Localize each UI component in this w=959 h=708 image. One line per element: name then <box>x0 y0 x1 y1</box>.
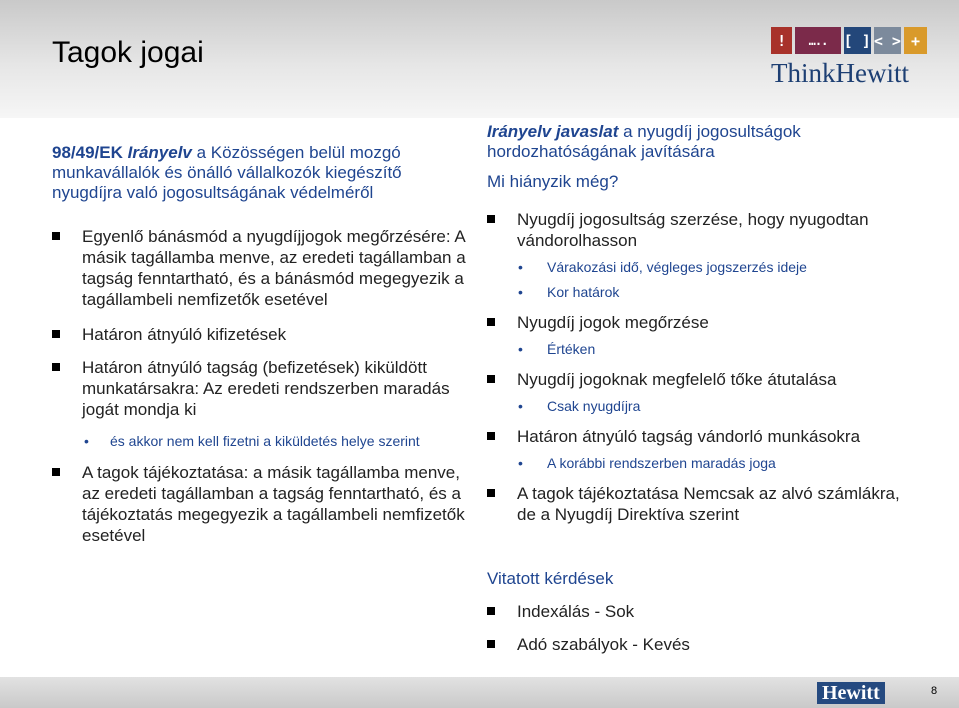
directive-number: 98/49/EK <box>52 143 123 162</box>
slide-title: Tagok jogai <box>52 36 204 69</box>
right-bullet: Nyugdíj jogok megőrzése <box>487 312 907 333</box>
right-lead <box>487 122 907 162</box>
right-bullet: Határon átnyúló tagság vándorló munkásokra <box>487 426 907 447</box>
left-sub-bullet: • és akkor nem kell fizetni a kiküldetés helye szerint <box>52 432 472 450</box>
hewitt-logo: Hewitt <box>817 682 885 704</box>
left-bullet: Határon átnyúló kifizetések <box>52 324 472 345</box>
proposal-title: a nyugdíj jogosultságok hordozhatóságának javítására <box>487 122 801 161</box>
disputed-heading: Vitatott kérdések <box>487 569 614 588</box>
right-bullet: Nyugdíj jogoknak megfelelő tőke átutalása <box>487 369 907 390</box>
right-sub-bullet: • Csak nyugdíjra <box>487 397 907 415</box>
disputed-bullet: Adó szabályok - Kevés <box>487 634 907 655</box>
proposal-label: Irányelv javaslat <box>487 122 619 141</box>
left-bullet: A tagok tájékoztatása: a másik tagállamba menve, az eredeti tagállamban a tagság fenntartható, és a tájékoztatás megegyezik a tagállambeli nemfizetők esetével <box>52 462 472 546</box>
slide-footer <box>0 677 959 708</box>
left-bullet: Határon átnyúló tagság (befizetések) kiküldött munkatársakra: Az eredeti rendszerben maradás jogát mondja ki <box>52 357 472 420</box>
missing-question: Mi hiányzik még? <box>487 172 619 191</box>
directive-label: Irányelv <box>127 143 192 162</box>
page-number: 8 <box>931 685 938 697</box>
disputed-bullet: Indexálás - Sok <box>487 601 907 622</box>
left-column <box>52 143 472 546</box>
left-lead <box>52 143 472 203</box>
directive-title: a Közösségen belül mozgó munkavállalók és önálló vállalkozók kiegészítő nyugdíjra való jogosultságának védelméről <box>52 143 402 202</box>
right-column <box>487 122 907 655</box>
logo-box: ! <box>771 27 792 54</box>
logo-box: + <box>904 27 927 54</box>
thinkhewitt-logo <box>771 27 927 89</box>
right-bullet: A tagok tájékoztatása Nemcsak az alvó számlákra, de a Nyugdíj Direktíva szerint <box>487 483 907 525</box>
right-sub-bullet: • Értéken <box>487 340 907 358</box>
logo-box: [ ] <box>844 27 871 54</box>
slide-header <box>0 0 959 118</box>
logo-box: ….. <box>795 27 840 54</box>
logo-box: < > <box>874 27 901 54</box>
logo-text: ThinkHewitt <box>771 58 909 88</box>
left-bullet: Egyenlő bánásmód a nyugdíjjogok megőrzésére: A másik tagállamba menve, az eredeti tagállamban a tagság fenntartható, és a bánásmód megegyezik a tagállambeli nemfizetők esetével <box>52 226 472 310</box>
right-sub-bullet: • Várakozási idő, végleges jogszerzés ideje <box>487 258 907 276</box>
right-sub-bullet: • A korábbi rendszerben maradás joga <box>487 454 907 472</box>
right-bullet: Nyugdíj jogosultság szerzése, hogy nyugodtan vándorolhasson <box>487 209 907 251</box>
right-sub-bullet: • Kor határok <box>487 283 907 301</box>
